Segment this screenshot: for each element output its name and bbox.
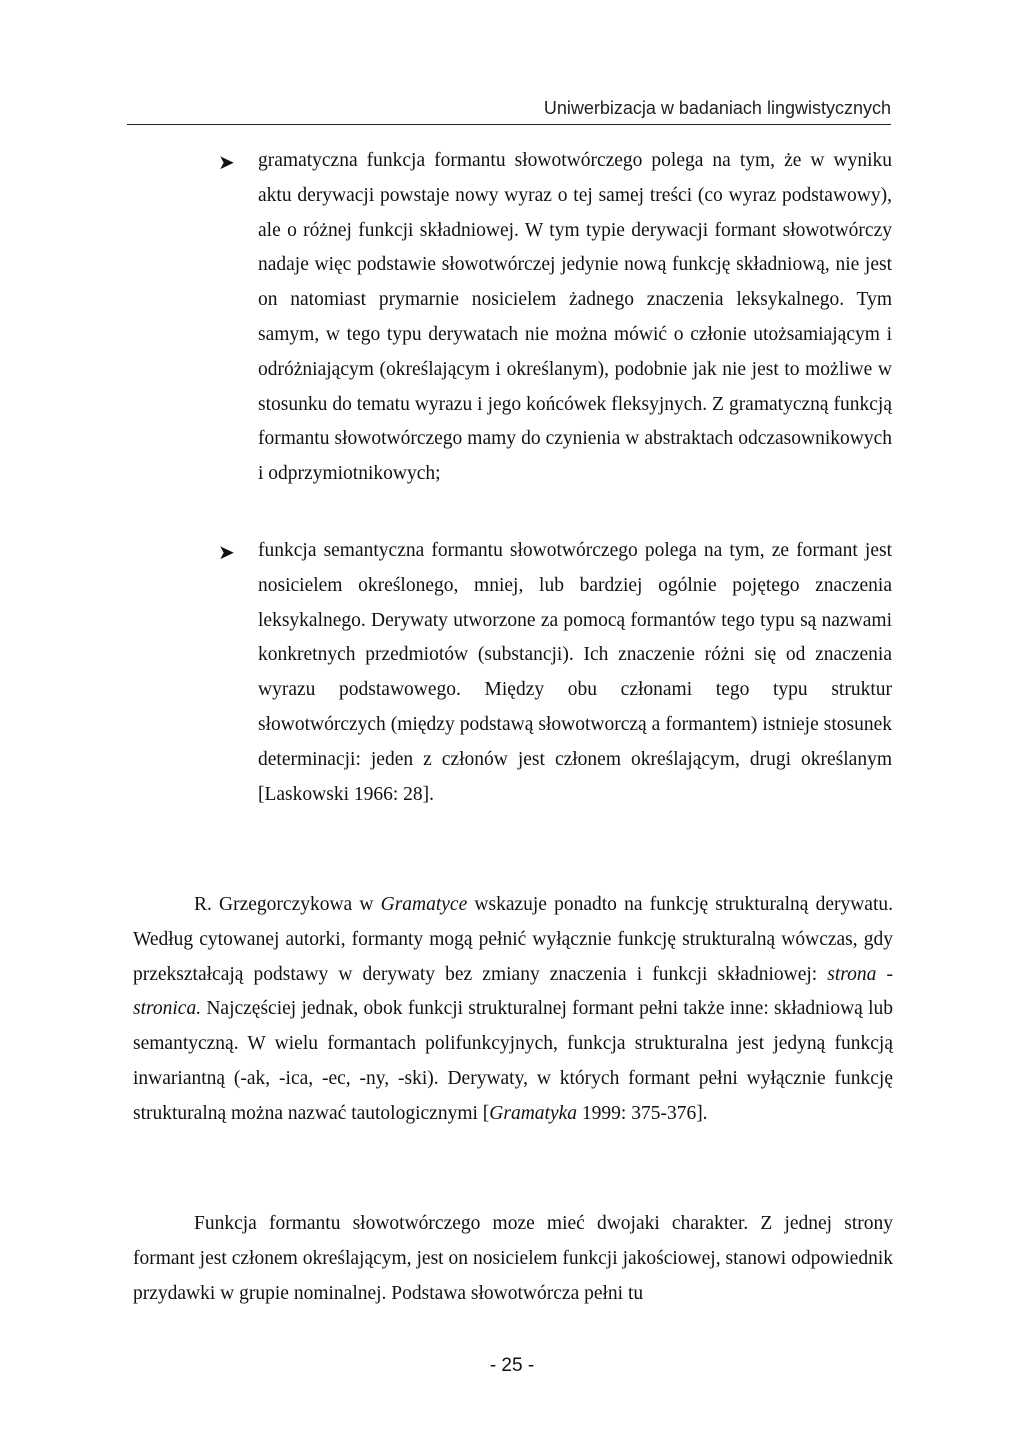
- paragraph-text-part: 1999: 375-376].: [577, 1102, 708, 1124]
- paragraph-text-part: Najczęściej jednak, obok funkcji strukturalnej formant pełni także inne: składniową lub semantyczną. W wielu formantach polifunkcyjnych, funkcja strukturalna jest jedyną funkcją inwariantną (-ak, -ica, -ec, -ny, -ski). Derywaty, w których formant pełni wyłącznie funkcję strukturalną można nazwać tautologicznymi [: [133, 998, 893, 1124]
- paragraph-formant-character: [133, 1207, 893, 1311]
- running-header: Uniwerbizacja w badaniach lingwistycznych: [543, 98, 891, 118]
- italic-example: strona - stronica.: [133, 963, 893, 1020]
- paragraph-text: [133, 1207, 893, 1311]
- paragraph-text-part: R. Grzegorczykowa w: [194, 894, 381, 915]
- bullet-item-semantic-function: [258, 534, 892, 812]
- page-number: - 25 -: [489, 1355, 535, 1376]
- arrow-bullet-icon: ➤: [218, 150, 235, 174]
- bullet-item-grammatical-function: [258, 144, 892, 492]
- bullet-text: funkcja semantyczna formantu słowotwórczego polega na tym, ze formant jest nosicielem określonego, mniej, lub bardziej ogólnie pojętego znaczenia leksykalnego. Derywaty utworzone za pomocą formantów tego typu są nazwami konkretnych przedmiotów (substancji). Ich znaczenie różni się od znaczenia wyrazu podstawowego. Między obu członami tego typu struktur słowotwórczych (między podstawą słowotworczą a formantem) istnieje stosunek determinacji: jeden z członów jest członem określającym, drugi określanym [Laskowski 1966: 28].: [258, 540, 892, 805]
- paragraph-structural-function: [133, 888, 893, 1132]
- italic-citation: Gramatyka: [489, 1102, 578, 1124]
- italic-title: Gramatyce: [380, 894, 468, 915]
- paragraph-text-part: wskazuje ponadto na funkcję strukturalną derywatu. Według cytowanej autorki, formanty mogą pełnić wyłącznie funkcję strukturalną wówczas, gdy przekształcają podstawy w derywaty bez zmiany znaczenia i funkcji składniowej:: [133, 894, 893, 985]
- header-rule: [127, 124, 891, 125]
- paragraph-text-part: Funkcja formantu słowotwórczego moze mieć dwojaki charakter. Z jednej strony formant jest członem określającym, jest on nosicielem funkcji jakościowej, stanowi odpowiednik przydawki w grupie nominalnej. Podstawa słowotwórcza pełni tu: [133, 1213, 893, 1304]
- arrow-bullet-icon: ➤: [218, 540, 235, 564]
- bullet-text: gramatyczna funkcja formantu słowotwórczego polega na tym, że w wyniku aktu derywacji powstaje nowy wyraz o tej samej treści (co wyraz podstawowy), ale o różnej funkcji składniowej. W tym typie derywacji formant słowotwórczy nadaje więc podstawie słowotwórczej jedynie nową funkcję składniową, nie jest on natomiast prymarnie nosicielem żadnego znaczenia leksykalnego. Tym samym, w tego typu derywatach nie można mówić o członie utożsamiającym i odróżniającym (określającym i określanym), podobnie jak nie jest to możliwe w stosunku do tematu wyrazu i jego końcówek fleksyjnych. Z gramatyczną funkcją formantu słowotwórczego mamy do czynienia w abstraktach odczasownikowych i odprzymiotnikowych;: [258, 150, 892, 485]
- paragraph-text: [133, 888, 893, 1132]
